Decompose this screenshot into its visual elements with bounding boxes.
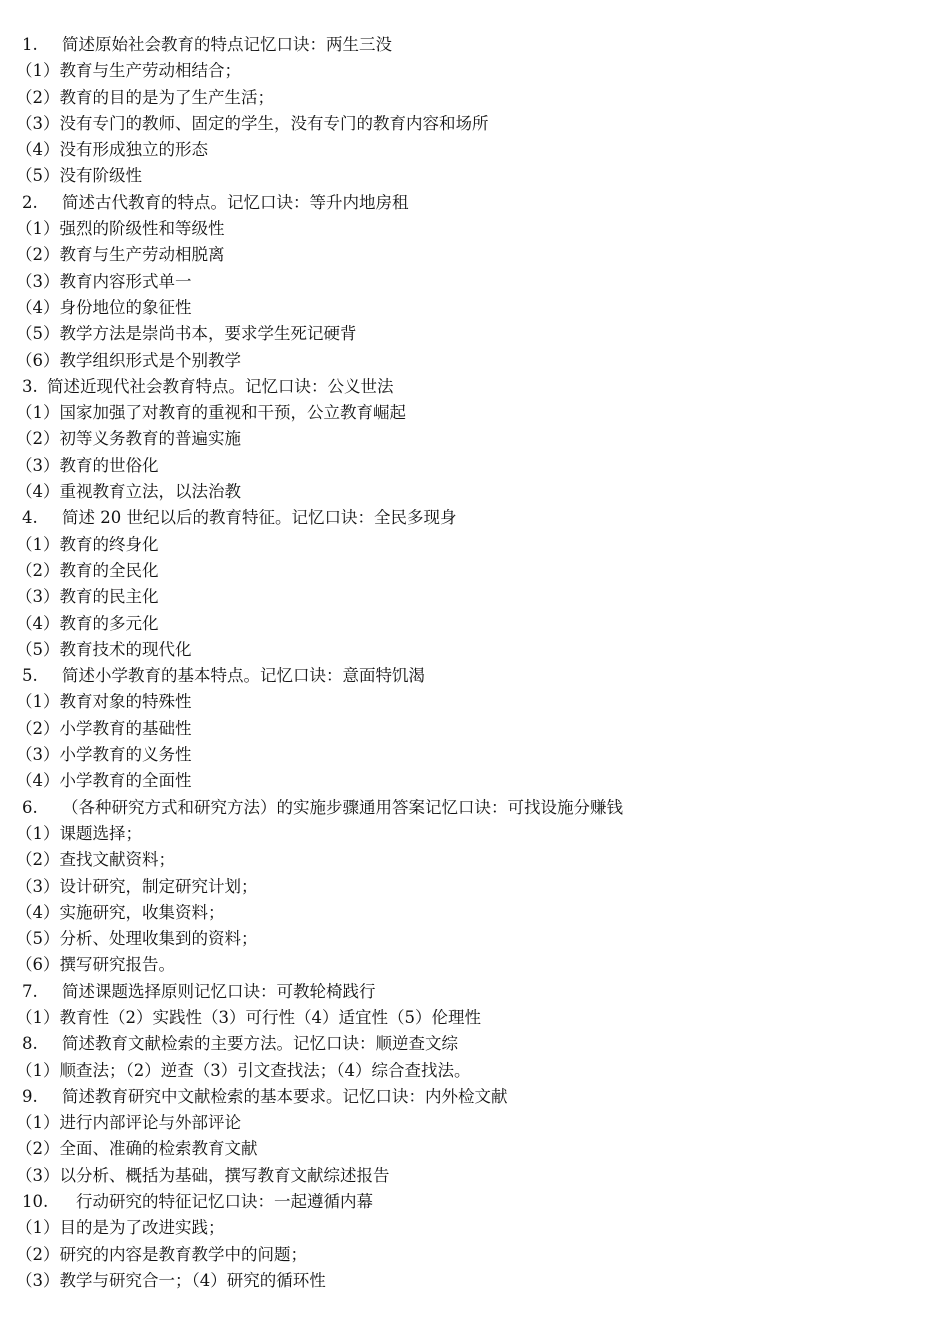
answer-item: （5）分析、处理收集到的资料；: [16, 929, 258, 949]
answer-item: （3）教育的世俗化: [16, 455, 159, 475]
question-number: 4.: [22, 508, 38, 528]
answer-item: （1）教育的终身化: [16, 534, 159, 554]
answer-item: （3）教育内容形式单一: [16, 271, 192, 291]
answer-item: （1）国家加强了对教育的重视和干预，公立教育崛起: [16, 403, 406, 423]
question-number: 2.: [22, 192, 38, 212]
answer-item: （3）教育的民主化: [16, 587, 159, 607]
answer-item: （2）教育的全民化: [16, 560, 159, 580]
answer-item: （3）教学与研究合一；（4）研究的循环性: [16, 1270, 326, 1290]
question-heading: [22, 663, 930, 689]
answer-item: （2）教育与生产劳动相脱离: [16, 245, 225, 265]
question-heading: [22, 505, 930, 531]
answer-item: （6）撰写研究报告。: [16, 955, 175, 975]
answer-item: （2）查找文献资料；: [16, 850, 175, 870]
answer-item: （3）设计研究，制定研究计划；: [16, 876, 258, 896]
answer-item: （1）进行内部评论与外部评论: [16, 1113, 241, 1133]
answer-item: （1）教育对象的特殊性: [16, 692, 192, 712]
question-title: 简述小学教育的基本特点。记忆口诀：意面特饥渴: [62, 666, 425, 686]
question-number: 7.: [22, 981, 38, 1001]
question-number: 9.: [22, 1086, 38, 1106]
answer-item: （2）初等义务教育的普遍实施: [16, 429, 241, 449]
document-body: [16, 32, 930, 1294]
question-number: 1.: [22, 35, 38, 54]
question-title: 简述古代教育的特点。记忆口诀：等升内地房租: [62, 192, 409, 212]
answer-item: （1）强烈的阶级性和等级性: [16, 219, 225, 239]
question-heading: [22, 190, 930, 216]
question-heading: [22, 1189, 930, 1215]
question-number: 5.: [22, 666, 38, 686]
answer-item: （5）没有阶级性: [16, 166, 142, 186]
question-heading: [22, 795, 930, 821]
answer-item: （2）小学教育的基础性: [16, 718, 192, 738]
question-number: 10.: [22, 1192, 49, 1212]
question-title: 简述教育研究中文献检索的基本要求。记忆口诀：内外检文献: [62, 1086, 508, 1106]
answer-item: （1）顺查法；（2）逆查（3）引文查找法；（4）综合查找法。: [16, 1060, 471, 1080]
answer-item: （3）以分析、概括为基础，撰写教育文献综述报告: [16, 1165, 390, 1185]
question-heading: [22, 32, 930, 58]
answer-item: （2）研究的内容是教育教学中的问题；: [16, 1244, 307, 1264]
answer-item: （1）教育与生产劳动相结合；: [16, 61, 241, 81]
answer-item: （1）课题选择；: [16, 823, 142, 843]
answer-item: （4）没有形成独立的形态: [16, 140, 208, 160]
answer-item: （1）目的是为了改进实践；: [16, 1218, 225, 1238]
question-number: 8.: [22, 1034, 38, 1054]
answer-item: （1）教育性（2）实践性（3）可行性（4）适宜性（5）伦理性: [16, 1007, 481, 1027]
question-number: 3.: [22, 376, 38, 396]
answer-item: （4）身份地位的象征性: [16, 297, 192, 317]
question-title: 简述近现代社会教育特点。记忆口诀：公义世法: [47, 376, 394, 396]
question-heading: [22, 374, 930, 400]
answer-item: （3）没有专门的教师、固定的学生，没有专门的教育内容和场所: [16, 113, 489, 133]
answer-item: （6）教学组织形式是个别教学: [16, 350, 241, 370]
answer-item: （2）全面、准确的检索教育文献: [16, 1139, 258, 1159]
question-title: （各种研究方式和研究方法）的实施步骤通用答案记忆口诀：可找设施分赚钱: [62, 797, 623, 817]
question-title: 简述教育文献检索的主要方法。记忆口诀：顺逆查文综: [62, 1034, 458, 1054]
answer-item: （5）教学方法是崇尚书本，要求学生死记硬背: [16, 324, 357, 344]
answer-item: （2）教育的目的是为了生产生活；: [16, 87, 274, 107]
question-number: 6.: [22, 797, 38, 817]
answer-item: （4）教育的多元化: [16, 613, 159, 633]
answer-item: （4）小学教育的全面性: [16, 771, 192, 791]
question-title: 简述 20 世纪以后的教育特征。记忆口诀：全民多现身: [62, 508, 457, 528]
answer-item: （5）教育技术的现代化: [16, 639, 192, 659]
question-title: 行动研究的特征记忆口诀：一起遵循内幕: [76, 1192, 373, 1212]
question-title: 简述原始社会教育的特点记忆口诀：两生三没: [62, 35, 392, 54]
answer-item: （4）实施研究，收集资料；: [16, 902, 225, 922]
question-title: 简述课题选择原则记忆口诀：可教轮椅践行: [62, 981, 376, 1001]
question-heading: [22, 979, 930, 1005]
question-heading: [22, 1031, 930, 1057]
answer-item: （4）重视教育立法，以法治教: [16, 482, 241, 502]
question-heading: [22, 1084, 930, 1110]
answer-item: （3）小学教育的义务性: [16, 745, 192, 765]
